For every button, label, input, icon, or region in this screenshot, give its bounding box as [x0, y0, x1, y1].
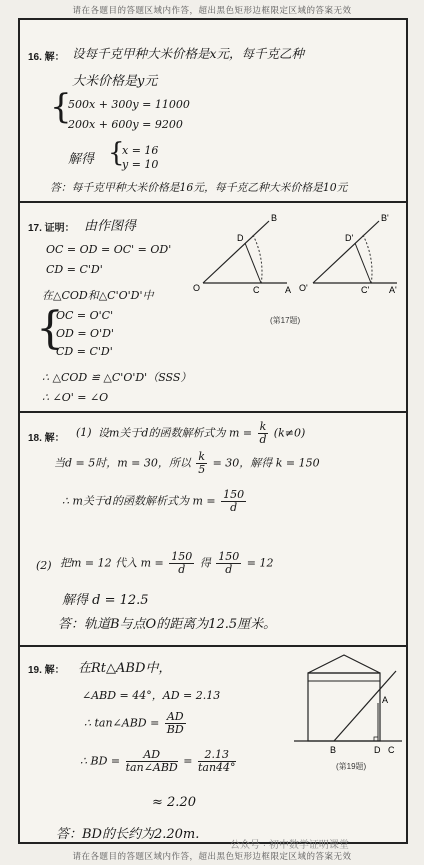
q19-label-B: B [330, 745, 337, 755]
q17-sys2: OD = O'D' [56, 327, 114, 340]
q17-label-A: A [285, 285, 292, 295]
q19-label-D: D [374, 745, 381, 755]
q18-p1-frac3-num: 150 [223, 488, 245, 501]
q17-line4: 在△COD和△C'O'D'中 [42, 289, 154, 302]
q17-label-D-prime: D' [345, 233, 354, 243]
q18-p2-line1b: 得 [199, 556, 211, 570]
q19-line1: 在Rt△ABD中， [78, 661, 172, 676]
q19-label-A: A [382, 695, 389, 705]
footer-note: 请在各题目的答题区域内作答，超出黑色矩形边框限定区域的答案无效 [72, 852, 352, 862]
q16-system-brace: { [50, 87, 72, 127]
q17-label-D: D [237, 233, 244, 243]
q19-line4-eq: = [183, 754, 193, 768]
q19-frac1 [165, 711, 186, 736]
q18-p1-line2 [54, 451, 320, 476]
q17-label-B: B [271, 213, 278, 223]
q17-figure [185, 209, 405, 309]
q18-p1-line2a: 当d = 5时，m = 30，所以 [54, 456, 191, 470]
q18-p1-cond: (k≠0) [273, 426, 306, 440]
q16-answer: 答：每千克甲种大米价格是16元，每千克乙种大米价格是10元 [50, 181, 348, 194]
q18-p1-line1 [98, 421, 305, 446]
q18-p1-frac2 [196, 451, 207, 476]
q19-line5: ≈ 2.20 [152, 795, 196, 810]
q19-frac1-den: BD [166, 723, 184, 736]
q19-answer: 答：BD的长约为2.20m. [56, 827, 200, 842]
q18-p1-line2b: = 30，解得 k = 150 [212, 456, 320, 470]
q17-label-A-prime: A' [389, 285, 397, 295]
q18-p2-frac2-den: d [225, 563, 233, 576]
q16-eq1: 500x + 300y = 11000 [68, 98, 190, 111]
q19-line3 [84, 711, 188, 736]
q16-eq2: 200x + 600y = 9200 [68, 118, 183, 131]
q19-label: 19. 解： [28, 665, 65, 676]
q16-solution-brace: { [108, 138, 125, 168]
q18-p1-frac1-den: d [259, 433, 267, 446]
q17-label: 17. 证明： [28, 223, 75, 234]
q17-label-C-prime: C' [361, 285, 370, 295]
q18-label: 18. 解： [28, 433, 65, 444]
q17-line3: CD = C'D' [46, 263, 103, 276]
q17-label-C: C [253, 285, 260, 295]
q19-line2: ∠ABD = 44°，AD = 2.13 [82, 689, 221, 702]
q19-frac2 [126, 749, 178, 774]
q18-p1-line3 [62, 489, 248, 514]
q19-frac3-den: tan44° [197, 761, 236, 774]
q19-frac3 [198, 749, 236, 774]
q19-frac3-num: 2.13 [198, 749, 236, 762]
q16-label: 16. 解： [28, 52, 65, 63]
q17-figure-right [299, 213, 397, 295]
question-19-section [20, 647, 406, 842]
q17-sys1: OC = O'C' [56, 309, 114, 322]
question-17-section [20, 203, 406, 413]
q17-line6: ∴ ∠O' = ∠O [42, 391, 109, 404]
question-18-section [20, 413, 406, 647]
q19-frac2-num: AD [126, 749, 178, 762]
q19-figure [290, 651, 406, 771]
q19-line3a: ∴ tan∠ABD = [84, 716, 160, 730]
q17-line2: OC = OD = OC' = OD' [46, 243, 172, 256]
question-16-section [20, 20, 406, 203]
q17-line5: ∴ △COD ≌ △C'O'D'（SSS） [42, 371, 192, 384]
q18-p2-frac2 [216, 551, 241, 576]
q18-p1-line1-text: 设m关于d的函数解析式为 m = [98, 426, 253, 440]
q18-part2-label: (2) [36, 559, 52, 572]
q17-label-O-prime: O' [299, 283, 308, 293]
q18-p2-line1a: 把m = 12 代入 m = [60, 556, 164, 570]
q19-line4 [80, 749, 238, 774]
q16-line2: 大米价格是y元 [72, 74, 158, 89]
q18-p1-frac1 [258, 421, 269, 446]
q16-solve-label: 解得 [68, 152, 95, 167]
q18-p2-line1 [60, 551, 274, 576]
q16-line1: 设每千克甲种大米价格是x元，每千克乙种 [72, 46, 305, 61]
watermark-text: 公众号 · 初中数学证明课堂 [230, 840, 349, 851]
q17-figure-left [193, 213, 291, 295]
q19-figure-caption: (第19题) [336, 762, 367, 771]
q18-p2-line1c: = 12 [246, 556, 274, 570]
q18-p2-frac2-num: 150 [218, 550, 240, 563]
q17-label-B-prime: B' [381, 213, 389, 223]
q18-p2-frac1-den: d [178, 563, 186, 576]
q17-line1: 由作图得 [84, 219, 137, 234]
q18-p2-frac1 [169, 551, 194, 576]
q19-frac1-num: AD [166, 710, 184, 723]
q18-p2-line2: 解得 d = 12.5 [62, 593, 149, 608]
q17-sys3: CD = C'D' [56, 345, 113, 358]
q18-p1-frac2-den: 5 [198, 463, 206, 476]
q18-p2-frac1-num: 150 [171, 550, 193, 563]
q17-figure-caption: (第17题) [270, 316, 301, 325]
q18-p1-frac3 [221, 489, 246, 514]
q16-sol1: x = 16 [122, 144, 159, 157]
q18-p2-answer: 答：轨道B与点O的距离为12.5厘米。 [58, 617, 277, 632]
q17-label-O: O [193, 283, 201, 293]
q18-p1-line3-text: ∴ m关于d的函数解析式为 m = [62, 494, 216, 508]
q19-label-C: C [388, 745, 395, 755]
q18-part1-label: (1) [76, 426, 92, 439]
q18-p1-frac3-den: d [230, 501, 238, 514]
answer-sheet-frame [18, 18, 408, 844]
q19-frac2-den: tan∠ABD [125, 761, 178, 774]
header-note: 请在各题目的答题区域内作答，超出黑色矩形边框限定区域的答案无效 [72, 6, 352, 16]
q16-sol2: y = 10 [122, 158, 159, 171]
q18-p1-frac2-num: k [198, 450, 206, 463]
q17-system-brace: { [36, 303, 64, 354]
q18-p1-frac1-num: k [259, 420, 267, 433]
q19-line4a: ∴ BD = [80, 754, 121, 768]
